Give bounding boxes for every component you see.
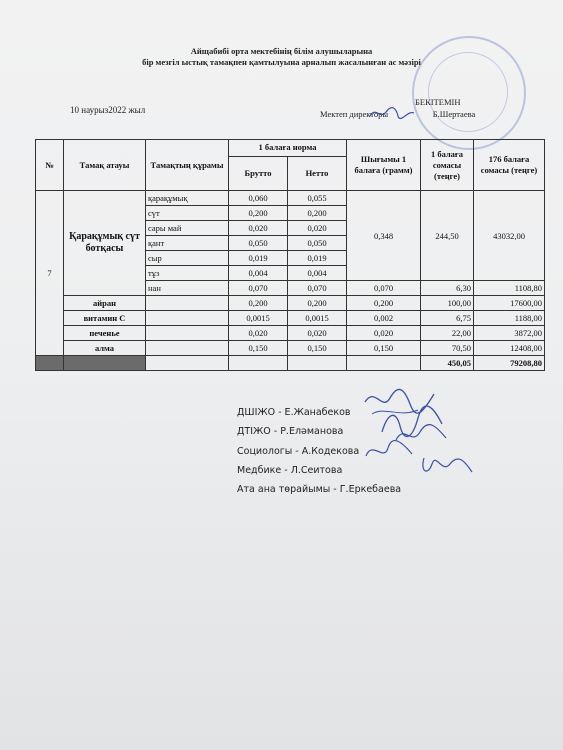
table-row [36,341,545,356]
header-cost-one: 1 балаға сомасы (теңге) [421,140,474,191]
header-gross: Брутто [229,156,288,190]
totals-blank [347,356,421,371]
item-composition [146,311,229,326]
bread-cost-total: 1108,80 [474,281,545,296]
item-yield: 0,020 [347,326,421,341]
item-dish: алма [64,341,146,356]
approved-label: БЕКІТЕМІН [415,97,461,107]
header-cost-total: 176 балаға сомасы (теңге) [474,140,545,191]
item-net: 0,200 [288,296,347,311]
ingredient-gross: 0,050 [229,236,288,251]
totals-blank [229,356,288,371]
table-row [36,296,545,311]
signature-line: Ата ана төрайымы - Г.Еркебаева [237,484,402,496]
item-cost-one: 70,50 [421,341,474,356]
header-composition: Тамақтың құрамы [146,140,229,191]
item-cost-total: 17600,00 [474,296,545,311]
total-cost-total: 79208,80 [474,356,545,371]
ingredient-gross: 0,060 [229,191,288,206]
header-net: Нетто [288,156,347,190]
ingredient-name: қант [146,236,229,251]
document-date: 10 наурыз2022 жыл [70,105,146,115]
title-line-2: бір мезгіл ыстық тамақпен қамтылуына арналып жасалынған ас мәзірі [142,57,421,67]
bread-yield: 0,070 [347,281,421,296]
signature-line: ДШІЖО - Е.Жанабеков [237,407,351,418]
ingredient-net: 0,050 [288,236,347,251]
totals-filler [64,356,146,371]
signature-line: Социологы - А.Кодекова [237,445,360,457]
item-gross: 0,150 [229,341,288,356]
ingredient-net: 0,200 [288,206,347,221]
ingredient-net: 0,019 [288,251,347,266]
ingredient-name: сүт [146,206,229,221]
bread-cost-one: 6,30 [421,281,474,296]
director-signature [368,104,418,122]
bread-gross: 0,070 [229,281,288,296]
row-number: 7 [36,191,64,356]
totals-blank [288,356,347,371]
handwritten-signature [362,438,422,466]
porridge-yield: 0,348 [347,191,421,281]
totals-filler [36,356,64,371]
item-net: 0,150 [288,341,347,356]
item-composition [146,326,229,341]
handwritten-signature [418,452,478,480]
menu-table [35,139,545,371]
item-cost-one: 100,00 [421,296,474,311]
title-line-1: Айщабибі орта мектебінің білім алушыларына [190,46,373,56]
ingredient-name: тұз [146,266,229,281]
signature-line: ДТІЖО - Р.Еләманова [237,426,344,438]
item-dish: витамин С [64,311,146,326]
item-gross: 0,020 [229,326,288,341]
director-line: Мектеп директоры Б.Шертаева [320,109,476,119]
ingredient-net: 0,020 [288,221,347,236]
item-cost-total: 12408,00 [474,341,545,356]
ingredient-name: сыр [146,251,229,266]
ingredient-net: 0,055 [288,191,347,206]
ingredient-gross: 0,004 [229,266,288,281]
ingredient-gross: 0,019 [229,251,288,266]
totals-blank [146,356,229,371]
table-row [36,326,545,341]
total-cost-one: 450,05 [421,356,474,371]
bread-net: 0,070 [288,281,347,296]
header-yield: Шығымы 1 балаға (грамм) [347,140,421,191]
item-cost-one: 22,00 [421,326,474,341]
totals-row [36,356,545,371]
header-dish: Тамақ атауы [64,140,146,191]
bread-name: нан [146,281,229,296]
item-cost-total: 3872,00 [474,326,545,341]
item-gross: 0,200 [229,296,288,311]
item-cost-total: 1188,00 [474,311,545,326]
item-yield: 0,150 [347,341,421,356]
item-composition [146,341,229,356]
header-num: № [36,140,64,191]
dish-porridge: Қарақұмық сүт ботқасы [64,191,146,296]
porridge-cost-one: 244,50 [421,191,474,281]
ingredient-name: сары май [146,221,229,236]
signature-line: Медбике - Л.Сеитова [237,464,343,476]
item-dish: айран [64,296,146,311]
item-cost-one: 6,75 [421,311,474,326]
table-row [36,311,545,326]
item-gross: 0,0015 [229,311,288,326]
table-row [36,191,545,206]
ingredient-gross: 0,020 [229,221,288,236]
item-composition [146,296,229,311]
header-row [36,140,545,157]
item-dish: печенье [64,326,146,341]
ingredient-name: қарақұмық [146,191,229,206]
porridge-cost-total: 43032,00 [474,191,545,281]
document-title [0,46,563,68]
item-yield: 0,002 [347,311,421,326]
item-net: 0,0015 [288,311,347,326]
item-yield: 0,200 [347,296,421,311]
ingredient-gross: 0,200 [229,206,288,221]
item-net: 0,020 [288,326,347,341]
header-norm: 1 балаға норма [229,140,347,157]
ingredient-net: 0,004 [288,266,347,281]
